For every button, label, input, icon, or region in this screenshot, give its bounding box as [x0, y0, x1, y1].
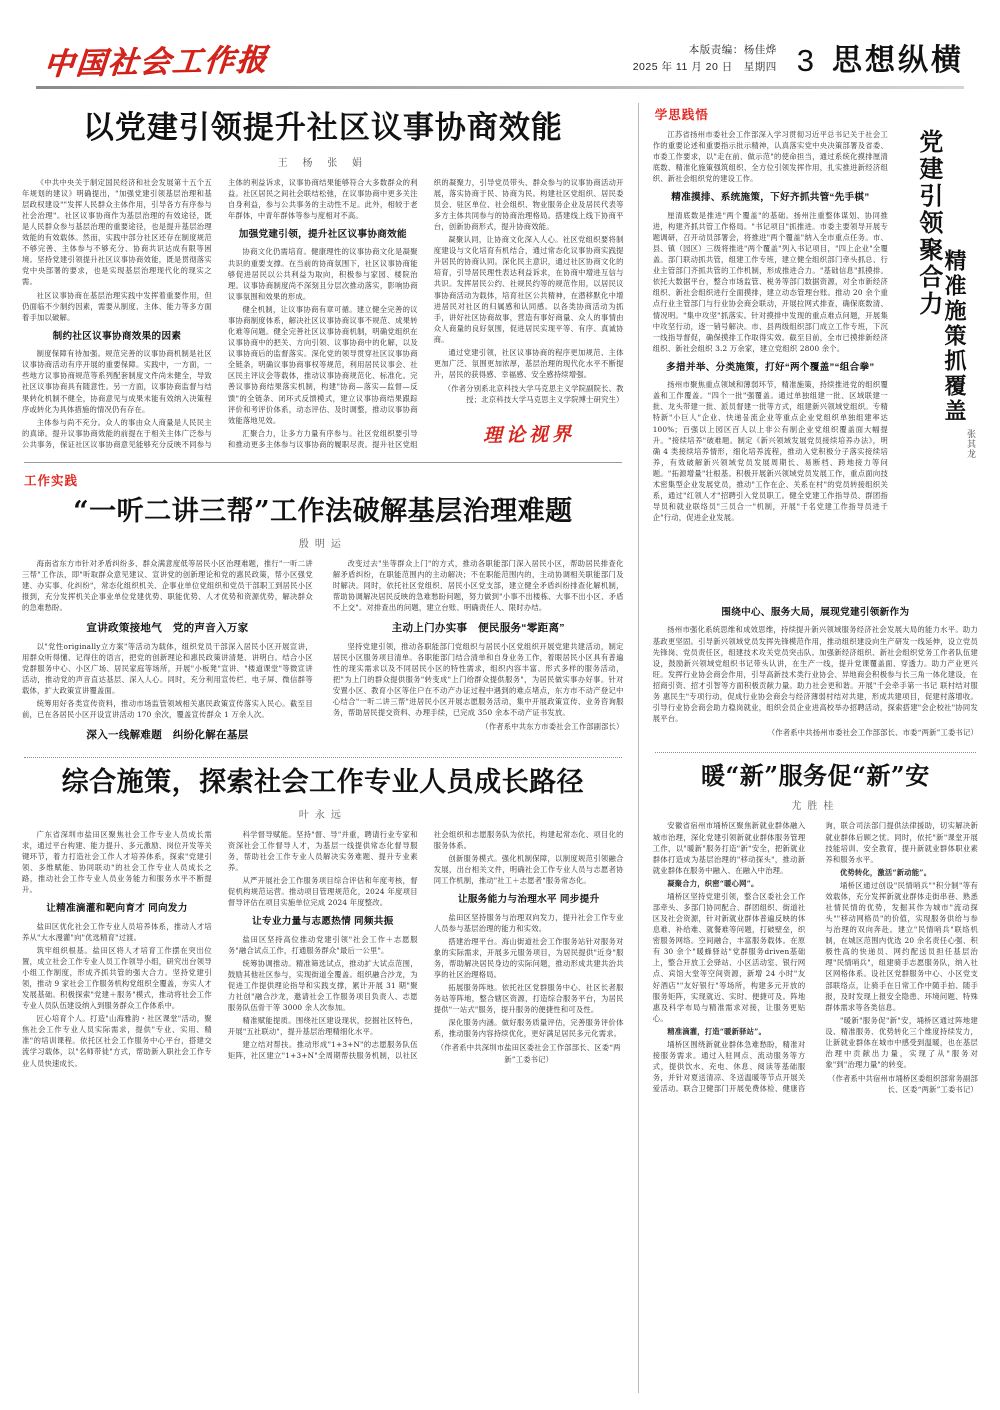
right-column [639, 103, 978, 1393]
right-article2-attribution: （作者系中共宿州市埇桥区委组织部常务副部长、区委“两新”工委书记） [828, 1074, 978, 1095]
paragraph: 健全机制，让议事协商有章可循。建立健全完善的议事协商制度体系，解决社区议事协商议事不规范、成果转化难等问题。健全完善社区议事协商机制，明确党组织在议事协商中的把关、方向引领、议事协商中的化解，以及议事协商后的监督落实。深化党的领导贯穿社区议事协商全链条，明确议事协商事权等规范，利用居民议事会、社区民主评议会等载体，推动议事协商规范化、标准化。完善议事协商结果落实机制，构建"协商—落实—监督—反馈"的全链条、闭环式反馈模式，建立议事协商结果跟踪评价和考评价体系，动态评估、及时调整，推动议事协商效能落地见效。 [227, 304, 418, 425]
paragraph: 扬州市聚焦重点领域和薄弱环节，精准施策，持续推进党的组织覆盖和工作覆盖。"四个一批"强覆盖。通过单独组建一批、区域联建一批、龙头带建一批、派员督建一批等方式，组建新兴领域党组织。专精特新"小巨人"企业、快递물流企业等重点企业党组织单独组建率达 100%；百强以上园区百人以上非公有制企业党组织覆盖面大幅提升。"接续培养"破难题。制定《新兴领域发展党员接续培养办法》，明确 4 类接续培养情形，细化培养流程，推动入党积极分子落实接续培养，有效破解新兴领域党员发展周期长、易断档、跨地接力等问题。"拓源增量"壮根基。积极开展新兴领域党员发展工作，重点面向技术密集型企业发展党员，推动"工作在企、关系在村"的党员转接组织关系，通过"红领人才"招聘引入党员职工。健全党建工作指导员、群团指导员和就业联络员"三员合一"机制，开展"千名党建工作指导员进千企"行动，促进企业发展。 [652, 380, 888, 523]
right-article2-subhead-3: 优势转化，激活“新动能”。 [839, 867, 932, 877]
paragraph [653, 878, 806, 889]
theory-section-badge: 理论视界 [482, 422, 575, 447]
paragraph: 广东省深圳市盐田区聚焦社会工作专业人员成长需求，通过平台构建、能力提升、多元激励、岗位开发等关键环节，着力打造社会工作人才培养体系，探索"党建引领、多维赋能、协同联动"的社会工作专业人员成长之路，推动社会工作专业人员业务能力和服务水平不断提升。 [22, 829, 212, 895]
article2-subhead-1: 宣讲政策接地气 党的声音入万家 [86, 622, 249, 635]
paragraph: 通过党建引领，社区议事协商的程序更加规范、主体更加广泛、氛围更加浓厚，基层治理的现代化水平不断提升，居民的获得感、幸福感、安全感持续增强。 [433, 347, 624, 380]
left-column [22, 103, 638, 1393]
right-subhead-1: 精准摸排、系统施策，下好齐抓共管“先手棋” [671, 192, 870, 204]
paragraph: 以"党性originally立方案"等活动为载体，组织党员干部深入居民小区开展宣讲，用群众听得懂、记得住的语言，把党的创新理论和惠民政策讲清楚、讲明白。结合小区党群服务中心、小区广场、居民家庭等场所，开展"小板凳"宣讲、"楼道课堂"等微宣讲活动，推动党的声音直达基层、深入人心。同时，充分利用宣传栏、电子屏、微信群等载体，扩大政策宣讲覆盖面。 [22, 641, 313, 696]
article2-subhead-2: 深入一线解难题 纠纷化解在基层 [86, 729, 249, 742]
masthead-meta [633, 42, 777, 76]
section-label-study: 学思践悟 [654, 108, 709, 122]
paragraph: 凝聚认同，让协商文化深入人心。社区党组织要将制度建设与文化培育有机结合，通过常态化议事协商实践提升居民的协商认同。深化民主意识，通过社区协商文化的培育，引导居民理性表达利益诉求，在协商中增进互信与共识。发挥居民公约、社规民约等的规范作用，以居民议事协商活动为载体，培育社区公共精神，在潜移默化中增进居民对社区的归属感和认同感。以各类协商活动为抓手，讲好社区协商故事，营造有事好商量、众人的事情由众人商量的良好氛围，促进居民实现平等、有序、真诚协商。 [433, 235, 624, 344]
paragraph: 扬州市强化系统思维和成效思维，持续提升新兴领域服务经济社会发展大局的能力水平。助力基政更坚固。引导新兴领域党员发挥先锋模范作用，推动组织建设向生产研发一线延伸，设立党员先锋岗、党员责任区，组建技术攻关党员突击队。加强新经济组织、新社会组织党务工作者队伍建设，鼓励新兴领域党组织书记带头认讲，在生产一线，提升党课覆盖面、穿透力。助力产业更兴旺。发挥行业协会商会作用，引导高新技术类行业协会、异地商会积极参与长三角一体化建设，在招商引资、招才引智等方面积极贡献力量。助力社会更和谐。开展"千会牵手第一书记 联村结对服务 惠民生"专项行动，促成行业协会商会与经济薄弱村结对共建，形成共建项目，促建村落增收。引导行业协会商会助力稳岗就业，组织会员企业进高校举办招聘活动，探索搭建"会企校社"协同发展平台。 [652, 625, 978, 724]
right-article2-body [653, 820, 978, 1095]
paragraph: 从严开展社会工作服务项目综合评估和年度考核，督促机构规范运营。推动项目管理规范化，2024 年度项目督导评估在项目实施单位完成 2024 年度整改。 [227, 876, 418, 908]
paragraph: 安徽省宿州市埇桥区聚焦新就业群体融入城市治理，深化党建引领新就业群体服务管理工作，以"暖新"服务打造"新"安全，把新就业群体打造成为基层治理的"移动探头"，推动新就业群体在服务中融入、在融入中治理。 [652, 821, 806, 875]
article2-attribution: （作者系中共东方市委社会工作部副部长） [481, 722, 624, 732]
paragraph: 汇聚合力，让多方力量有序参与。社区党组织要引导和推动更多主体参与议事协商的履职尽责。提升社区党组织的凝聚力，引导党员带头、群众参与的议事协商活动开展，落实协商于民、协商为民。构建社区党组织、居民委员会、驻区单位、社会组织、物业服务企业及居民代表等多方主体共同参与的协商治理格局。搭建线上线下协商平台，创新协商形式，提升协商效能。 [227, 177, 624, 449]
paragraph: 埇桥区坚持党建引领，整合区委社会工作部牵头、多部门协同配合、群团组织、街道社区及社会资源，针对新就业群体普遍反映的休息难、补给难、就餐难等问题，打破壁垒，织密服务网络。空间融合，丰富服务载体。在原有 30 余个"暖蜂驿站"党群服务driven基础上，整合开放工会驿站、小区活动室、银行网点、宾馆大堂等空间资源，新增 24 小时"友好酒店""友好银行"等场所，构建多元开放的服务矩阵，实现就近、实时、便捷可及。阵地惠及科学布局与精准需求对接，让服务更贴心。 [652, 891, 806, 1023]
right-subhead-3: 围绕中心、服务大局，展现党建引领新作为 [721, 607, 910, 618]
paragraph: 科学督导赋能。坚持"督、导"并重，聘请行业专家和资深社会工作督导人才，为基层一线提供常态化督导服务，帮助社会工作专业人员解决实务难题、提升专业素养。 [227, 829, 418, 872]
masthead-right [633, 42, 964, 78]
vertical-byline: 张其龙 [966, 429, 976, 459]
right-article2-byline: 尤胜桂 [791, 801, 840, 813]
paragraph: 统筹用好各类宣传资料，推动市场监管领域相关惠民政策宣传落实入民心。截至目前，已在各居民小区开设宣讲活动 170 余次，覆盖宣传群众 1 万余人次。 [22, 699, 313, 720]
paragraph: 埇桥区围绕新就业群体急难愁盼，精准对接服务需求。通过入驻网点、流动服务等方式，提供饮水、充电、休息、阅读等基础服务，并针对夏送清凉、冬送温暖等节点开展关爱活动。联合卫健部门开展免费体检、健康咨询，联合司法部门提供法律援助，切实解决新就业群体后顾之忧。同时，依托"新"课堂开展技能培训、安全教育，提升新就业群体职业素养和服务水平。 [652, 821, 978, 1094]
right-article-body [653, 129, 888, 525]
vertical-headline-holder [892, 129, 978, 599]
divider-dotted [655, 752, 976, 753]
page-number: 3 [796, 43, 814, 78]
paragraph: 制度保障有待加强。规范完善的议事协商机制是社区议事协商活动有序开展的重要保障。实践中，一方面，一些地方议事协商规范等系列配套制度文件尚未健全，导致社区议事协商具有随意性。另一方面，议事协商监督与结果转化机制不健全，协商意见与成果未能有效纳入决策程序或转化为具体措施的情况仍有存在。 [22, 349, 212, 414]
paragraph: 搭建治理平台。海山街道社会工作服务站针对服务对象的实际需求，开展多元服务项目，为居民提供"近身"服务，帮助解决居民身边的实际问题，推动形成共建共治共享的社区治理格局。 [433, 936, 624, 979]
page-body [22, 103, 978, 1393]
article-social-work-talent [22, 766, 624, 1069]
newspaper-logo: 中国社会工作报 [42, 42, 270, 83]
article1-attribution: （作者分别系北京科技大学马克思主义学院副院长、教授；北京科技大学马克思主义学院博士研究生） [443, 384, 624, 405]
paragraph: 海南省东方市针对矛盾纠纷多、群众满意度低等居民小区治理难题，推行"一听二讲三帮"工作法，即"听取群众意见建议、宣讲党的创新理论和党的惠民政策，帮小区强党建、办实事、化纠纷"，常态化组织机关、企事业单位党组织和党员干部职工到居民小区报到，充分发挥机关企事业单位党建优势、职能优势、人才优势和资源优势，解决群众的急难愁盼。 [22, 558, 313, 612]
article2-headline: “一听二讲三帮”工作法破解基层治理难题 [73, 495, 573, 527]
paragraph: "暖新"服务促"新"安，埇桥区通过阵地建设、精准服务、优势转化三个维度持续发力，让新就业群体在城市中感受到温暖，也在基层治理中贡献出力量，实现了从"服务对象"到"治理力量"的转变。 [825, 1015, 978, 1070]
article-community-deliberation [22, 109, 624, 450]
right-article2-headline: 暖“新”服务促“新”安 [700, 761, 930, 791]
article3-body [22, 829, 624, 1069]
paragraph: 改变过去"坐等群众上门"的方式，推动各职能部门深入居民小区，帮助居民排查化解矛盾纠纷，在职能范围内的主动解决；不在职能范围内的，主动协调相关职能部门及时解决。同时，依托社区党组织、居民小区党支部，建立健全矛盾纠纷排查化解机制，帮助协调解决居民反映的急难愁盼问题，努力做到"小事不出楼栋、大事不出小区、矛盾不上交"。对排查出的问题，建立台账、明确责任人、限时办结。 [332, 558, 624, 612]
paragraph: 建立结对帮扶。推动形成"1+3+N"的志愿服务队伍矩阵，社区建立"1+3+N"全周期帮扶服务机制，以社区社会组织和志愿服务队为依托，构建起常态化、项目化的服务体系。 [227, 829, 624, 1061]
article3-headline: 综合施策，探索社会工作专业人员成长路径 [61, 766, 585, 798]
article1-subhead-1: 制约社区议事协商效果的因素 [52, 330, 182, 342]
date-line: 2025 年 11 月 20 日 星期四 [632, 61, 777, 74]
right-article2-subhead-1: 凝聚合力，织密“暖心网”。 [667, 878, 759, 888]
article-grassroots-governance [22, 471, 624, 743]
paragraph: 盐田区坚持服务与治理双向发力，提升社会工作专业人员参与基层治理的能力和实效。 [433, 912, 624, 933]
article2-byline: 殷明运 [298, 538, 347, 550]
article2-body [22, 558, 624, 743]
vertical-headline-line2: 精准施策抓覆盖 [941, 249, 967, 424]
paragraph: 坚持党建引领，推动各职能部门党组织与居民小区党组织开展党建共建活动，制定居民小区服务项目清单。各职能部门结合清单和自身业务工作，着眼居民小区具有普遍性的现实需求以及不同居民小区的特性需求，组织内容丰富、形式多样的服务活动，把"为上门的群众提供服务"转变成"上门给群众提供服务"，为居民做实事办好事。针对安置小区、教育小区等住户在不动产办证过程中遇到的难点堵点，东方市不动产登记中心结合"一听二讲三帮"进居民小区开展志愿服务活动，集中开展政策宣传、业务咨询服务，帮助居民提交资料、办理手续，已完成 350 余本不动产证书发放。 [332, 641, 624, 718]
page-section-title: 思想纵横 [832, 44, 964, 77]
article3-attribution: （作者系中共深圳市盐田区委社会工作部部长、区委“两新”工委书记） [436, 1043, 621, 1064]
paragraph: 厘清底数是推进"两个覆盖"的基础。扬州注重整体谋划、协同推进，构建齐抓共管工作格局。"书记项目"抓推进。市委主要领导开展专题调研，召开动员部署会，将推进"两个覆盖"纳入全市重点任务。市、县、镇（园区）三级将推进"两个覆盖"列入书记项目，"四上企业"全覆盖。部门联动抓共管，组建工作专班，建立健全组织部门牵头抓总、行业主管部门齐抓共管的工作机制，形成推进合力。"基础信息"抓摸排。依托大数据平台，整合市场监管、税务等部门数据资源，对全市新经济组织、新社会组织进行全面摸排，建立动态管理台账。推动 20 余个重点行业主管部门与行业协会商会联动，开展拉网式排查，确保底数清、情况明。"集中攻坚"抓落实。针对摸排中发现的重点难点问题，开展集中攻坚行动，逐一销号解决。市、县两级组织部门成立工作专班，下沉一线指导督促，确保摸排工作取得实效。截至目前，全市已摸排新经济组织、新社会组织 3.2 万余家，建立党组织 2800 余个。 [652, 210, 888, 353]
article3-subhead-3: 让服务能力与治理水平 同步提升 [457, 894, 600, 906]
paragraph: 主体参与尚不充分。众人的事由众人商量是人民民主的真谛。提升议事协商效能的前提在于相关主体广泛参与公共事务，保证社区议事协商意见能够充分反映不同参与主体的利益诉求，议事协商结果能够符合大多数群众的利益。社区居民之间社会联结松弛，在议事协商中更多关注自身利益，参与公共事务的主动性不足。此外，相较于老年群体，中青年群体等参与度相对不高。 [22, 177, 418, 449]
paragraph: 埇桥区通过创设"民情哨兵""积分制"等有效载体，充分发挥新就业群体走街串巷、熟悉社情民情的优势，发掘其作为城市"流动探头""移动网格员"的价值，实现服务供给与参与治理的双向奔赴。建立"民情哨兵"联络机制，在城区范围内优选 20 余名责任心强、积极性高的快递员、网约配送员担任基层治理"民情哨兵"，组建骑手志愿服务队，纳入社区网格体系。设社区党群服务中心、小区党支部联络点，让骑手在日常工作中随手拍、随手报，及时发现上报安全隐患、环境问题、特殊群体需求等各类信息。 [825, 880, 978, 1012]
paragraph: 筑牢组织根基。盐田区将人才培育工作摆在突出位置，成立社会工作专业人员工作领导小组，研究出台领导小组工作制度，形成齐抓共管的强大合力。坚持党建引领，推动 9 家社会工作服务机构党组织全覆盖，夯实人才发展基础。积极探索"党建＋服务"模式，推动将社会工作专业人员队伍建设纳入到服务群众工作体系中。 [22, 945, 212, 1011]
paragraph [653, 1026, 806, 1037]
masthead-rule [36, 86, 964, 89]
article1-subhead-2: 加强党建引领，提升社区议事协商效能 [238, 229, 407, 241]
paragraph: 精准赋能提质。围绕社区建设现状，挖掘社区特色，开展"五社联动"，提升基层治理精细化水平。 [227, 1016, 418, 1037]
article1-headline: 以党建引领提升社区议事协商效能 [82, 110, 563, 146]
right-article-tail [653, 606, 978, 738]
vertical-headline-line1: 党建引领聚合力 [914, 129, 944, 318]
masthead [22, 0, 978, 82]
paragraph: 统筹协调推动。精准筛选试点，推动扩大试点范围，鼓励其他社区参与，实现街道全覆盖。组织融合沙龙，为促进工作提供理论指导和实践支撑，累计开展 31 期"聚力社创"融合沙龙，邀请社会工作服务项目负责人、志愿服务队伍骨干等 3000 余人次参加。 [227, 958, 418, 1013]
article3-subhead-1: 让精准滴灌和靶向育才 同向发力 [46, 903, 188, 915]
paragraph: 协商文化仍需培育。健康理性的议事协商文化是凝聚共识的重要支撑。在当前的协商氛围下，社区议事协商能够促进居民以公共利益为取向，积极参与家园、楼院治理。议事协商制度尚不深刻且分层次推动落实，影响协商议事氛围和效果的形成。 [227, 247, 418, 301]
paragraph: 《中共中央关于制定国民经济和社会发展第十五个五年规划的建议》明确提出，"加强党建引领基层治理和基层政权建设""发挥人民群众主体作用，引导各方有序参与社会治理"。社区议事协商作为基层治理的有效途径，既是人民群众参与基层治理的重要途径，也是提升基层治理效能的有效载体。然而，实践中部分社区还存在制度规范不够完善、主体参与不够充分、协商共识达成有限等困境。坚持党建引领提升社区议事协商效能，既是贯彻落实党中央部署的要求，也是实现基层治理现代化的现实之需。 [22, 177, 212, 287]
paragraph [825, 867, 978, 878]
article1-byline: 王 杨 张 娟 [277, 157, 369, 169]
article1-body [22, 177, 624, 450]
paragraph: 创新服务模式。强化机制保障，以制度规范引领融合发展，出台相关文件，明确社会工作专业人员与志愿者协同工作机制，推动"社工＋志愿者"服务常态化。 [433, 853, 624, 886]
right-subhead-2: 多措并举、分类施策，打好“两个覆盖”“组合拳” [666, 361, 875, 373]
divider-dotted [24, 757, 622, 758]
right-attribution: （作者系中共扬州市委社会工作部部长、市委“两新”工委书记） [767, 728, 978, 738]
paragraph: 深化服务内涵。做好服务质量评估，完善服务评价体系，推动服务内容持续优化，更好满足居民多元化需求。 [433, 1018, 624, 1039]
divider [24, 462, 622, 463]
section-label-practice: 工作实践 [24, 473, 79, 488]
paragraph: 匠心培育个人。打造"山海雅韵・社区课堂"活动，聚焦社会工作专业人员实际需求，提供"专业、实用、精准"的培训课程。依托区社会工作服务中心平台，搭建交流学习载体，以"名师带徒"方式，帮助新入职社会工作专业人员快速成长。 [22, 1014, 212, 1068]
article-new-worker-service [653, 761, 978, 1095]
paragraph: 社区议事协商在基层治理实践中发挥着重要作用，但仍面临不少制约因素，需要从制度、主体、能力等多方面着手加以破解。 [22, 290, 212, 322]
right-article2-subhead-2: 精准滴灌，打造“暖新驿站”。 [667, 1026, 767, 1036]
paragraph: 盐田区坚持高位推动党建引领"社会工作＋志愿服务"融合试点工作，打通服务群众"最后一公里"。 [227, 934, 418, 955]
article-party-building [653, 129, 978, 599]
paragraph: 江苏省扬州市委社会工作部深入学习贯彻习近平总书记关于社会工作的重要论述和重要指示批示精神，认真落实党中央决策部署及省委、市委工作要求，以"走在前、做示范"的使命担当，通过系统化摸排厘清底数、精准化施策强筑组织、全方位引领发挥作用，扎实推进新经济组织、新社会组织党的建设工作。 [652, 130, 888, 184]
article3-subhead-2: 让专业力量与志愿热情 同频共振 [252, 916, 394, 928]
article3-byline: 叶永远 [298, 809, 347, 821]
editor-line: 本版责编：杨佳烨 [688, 44, 777, 57]
article2-subhead-3: 主动上门办实事 便民服务“零距离” [391, 622, 565, 635]
paragraph: 盐田区优化社会工作专业人员培养体系，推动人才培养从"大水漫灌"向"优选精育"过渡。 [22, 921, 212, 942]
paragraph: 拓展服务阵地。依托社区党群服务中心、社区长者服务站等阵地，整合辖区资源，打造综合服务平台，为居民提供"一站式"服务，提升服务的便捷性和可及性。 [433, 982, 624, 1015]
